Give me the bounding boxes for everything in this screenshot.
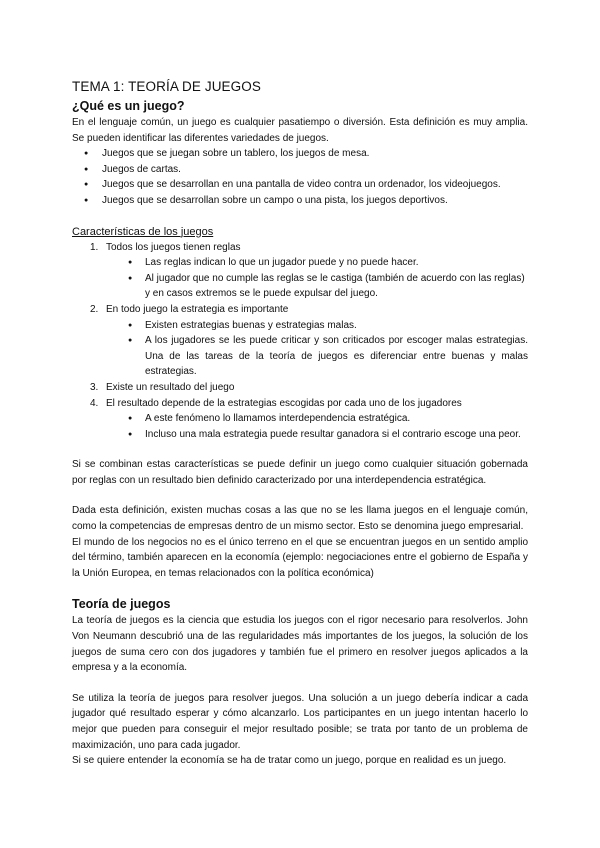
list-item: ● Incluso una mala estrategia puede resultar ganadora si el contrario escoge una peor. bbox=[72, 427, 528, 443]
economy-paragraph: El mundo de los negocios no es el único terreno en el que se encuentran juegos en un sentido amplio del término, también aparecen en la economía (ejemplo: negociaciones entre el gobierno de España y la Unión Europea, en temas relacionados con la política económica) bbox=[72, 536, 528, 579]
list-item: ● Juegos que se desarrollan en una pantalla de video contra un ordenador, los videojuegos. bbox=[72, 177, 528, 193]
list-item bbox=[72, 240, 528, 256]
item-number: 3. bbox=[90, 381, 99, 393]
list-item: ● A este fenómeno lo llamamos interdependencia estratégica. bbox=[72, 411, 528, 427]
sub-list bbox=[72, 318, 528, 380]
section-heading-caracteristicas: Características de los juegos bbox=[72, 225, 214, 238]
theory-paragraph: La teoría de juegos es la ciencia que estudia los juegos con el rigor necesario para resolverlos. John Von Neumann descubrió una de las regularidades más importantes de los juegos, la solución de los juegos de suma cero con dos jugadores y también fue el primero en resolver juegos aplicados a la empresa y a la economía. bbox=[72, 615, 528, 674]
conclusion-paragraph: Si se quiere entender la economía se ha de tratar como un juego, porque en realidad es un juego. bbox=[72, 755, 507, 767]
document-title: TEMA 1: TEORÍA DE JUEGOS bbox=[72, 79, 261, 94]
sub-list bbox=[72, 411, 528, 442]
definition-paragraph: Si se combinan estas características se puede definir un juego como cualquier situación gobernada por reglas con un resultado bien definido caracterizado por una interdependencia estratégica. bbox=[72, 459, 528, 486]
item-text: En todo juego la estrategia es importante bbox=[106, 303, 289, 315]
item-text: El resultado depende de la estrategias escogidas por cada uno de los jugadores bbox=[106, 397, 462, 409]
list-item: ● Las reglas indican lo que un jugador puede y no puede hacer. bbox=[72, 255, 528, 271]
list-item: ● Al jugador que no cumple las reglas se le castiga (también de acuerdo con las reglas) y en casos extremos se le puede expulsar del juego. bbox=[72, 271, 528, 302]
sub-list bbox=[72, 255, 528, 302]
list-item: ● Juegos que se juegan sobre un tablero, los juegos de mesa. bbox=[72, 146, 528, 162]
section-heading-teoria-de-juegos: Teoría de juegos bbox=[72, 597, 171, 612]
list-item: ● A los jugadores se les puede criticar y son criticados por escoger malas estrategias. Una de las tareas de la teoría de juegos es diferenciar entre buenas y malas estrategias. bbox=[72, 333, 528, 380]
characteristics-list bbox=[72, 240, 528, 443]
section-heading-que-es-un-juego: ¿Qué es un juego? bbox=[72, 99, 185, 113]
list-item: ● Juegos que se desarrollan sobre un campo o una pista, los juegos deportivos. bbox=[72, 193, 528, 209]
solution-paragraph: Se utiliza la teoría de juegos para resolver juegos. Una solución a un juego debería indicar a cada jugador qué resultado esperar y cómo alcanzarlo. Los participantes en un juego intentan hacerlo lo mejor que pueden para conseguir el mejor resultado posible; se trata por tanto de un problema de maximización, uno para cada jugador. bbox=[72, 692, 528, 751]
document-page bbox=[72, 78, 528, 769]
list-item bbox=[72, 302, 528, 318]
business-game-paragraph: Dada esta definición, existen muchas cosas a las que no se les llama juegos en el lenguaje común, como la competencias de empresas dentro de un mismo sector. Esto se denomina juego empresarial. bbox=[72, 505, 528, 533]
game-types-list bbox=[72, 146, 528, 208]
item-text: Existe un resultado del juego bbox=[106, 381, 235, 393]
item-number: 1. bbox=[90, 241, 99, 253]
item-text: Todos los juegos tienen reglas bbox=[106, 241, 241, 253]
item-number: 4. bbox=[90, 397, 99, 409]
item-number: 2. bbox=[90, 303, 99, 315]
list-item bbox=[72, 380, 528, 396]
list-item: ● Juegos de cartas. bbox=[72, 162, 528, 178]
list-item bbox=[72, 396, 528, 412]
intro-paragraph: En el lenguaje común, un juego es cualquier pasatiempo o diversión. Esta definición es muy amplia. Se pueden identificar las diferentes variedades de juegos. bbox=[72, 117, 528, 144]
list-item: ● Existen estrategias buenas y estrategias malas. bbox=[72, 318, 528, 334]
